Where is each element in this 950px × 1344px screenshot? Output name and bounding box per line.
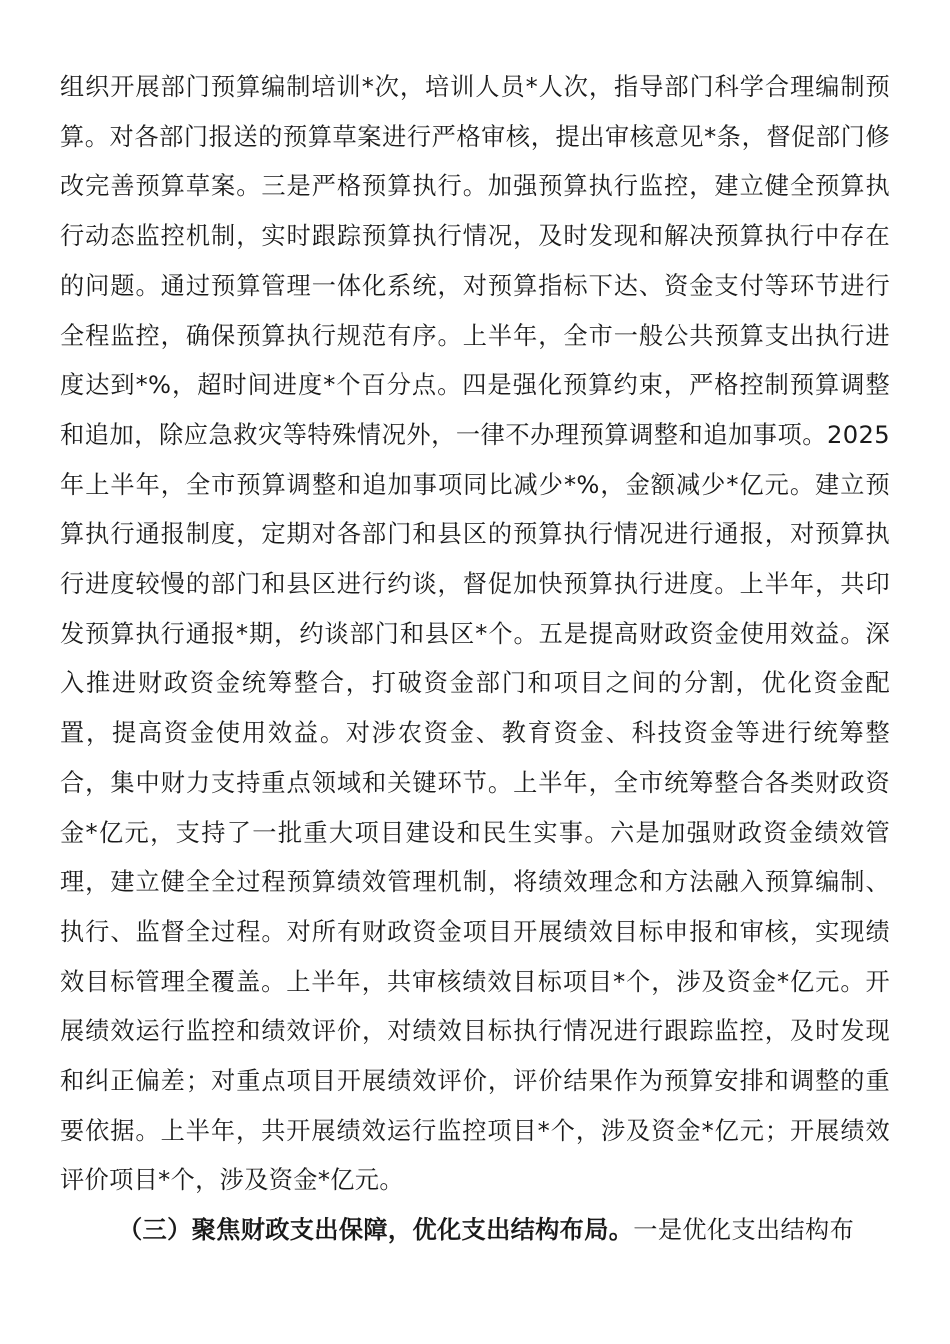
body-paragraph: 组织开展部门预算编制培训*次，培训人员*人次，指导部门科学合理编制预算。对各部门报送的预算草案进行严格审核，提出审核意见*条，督促部门修改完善预算草案。三是严格预算执行。加强预算执行监控，建立健全预算执行动态监控机制，实时跟踪预算执行情况，及时发现和解决预算执行中存在的问题。通过预算管理一体化系统，对预算指标下达、资金支付等环节进行全程监控，确保预算执行规范有序。上半年，全市一般公共预算支出执行进度达到*%，超时间进度*个百分点。四是强化预算约束，严格控制预算调整和追加，除应急救灾等特殊情况外，一律不办理预算调整和追加事项。2025年上半年，全市预算调整和追加事项同比减少*%，金额减少*亿元。建立预算执行通报制度，定期对各部门和县区的预算执行情况进行通报，对预算执行进度较慢的部门和县区进行约谈，督促加快预算执行进度。上半年，共印发预算执行通报*期，约谈部门和县区*个。五是提高财政资金使用效益。深入推进财政资金统筹整合，打破资金部门和项目之间的分割，优化资金配置，提高资金使用效益。对涉农资金、教育资金、科技资金等进行统筹整合，集中财力支持重点领域和关键环节。上半年，全市统筹整合各类财政资金*亿元，支持了一批重大项目建设和民生实事。六是加强财政资金绩效管理，建立健全全过程预算绩效管理机制，将绩效理念和方法融入预算编制、执行、监督全过程。对所有财政资金项目开展绩效目标申报和审核，实现绩效目标管理全覆盖。上半年，共审核绩效目标项目*个，涉及资金*亿元。开展绩效运行监控和绩效评价，对绩效目标执行情况进行跟踪监控，及时发现和纠正偏差；对重点项目开展绩效评价，评价结果作为预算安排和调整的重要依据。上半年，共开展绩效运行监控项目*个，涉及资金*亿元；开展绩效评价项目*个，涉及资金*亿元。 [60,73,890,1195]
section-paragraph [60,1206,890,1256]
document-body [60,63,890,1256]
section-heading: （三）聚焦财政支出保障，优化支出结构布局。 [118,1216,634,1245]
section-paragraph-text: 一是优化支出结构布 [633,1216,855,1245]
